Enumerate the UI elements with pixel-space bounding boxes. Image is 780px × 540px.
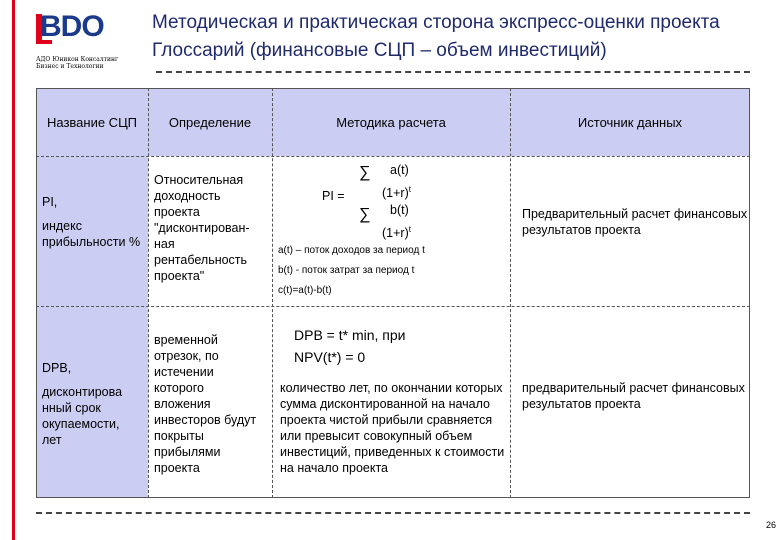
row-dpb-name	[42, 360, 146, 448]
denominator-1: $(1+r)^t$	[382, 185, 411, 201]
row-pi-source: Предварительный расчет финансовых результатов проекта	[522, 207, 748, 237]
denominator-2: $(1+r)^t$	[382, 225, 411, 241]
logo-subtitle: АДО Юникон Консалтинг Бизнес и Технологии	[36, 56, 119, 70]
bdo-logo-mark	[36, 10, 108, 50]
row-dpb-method: количество лет, по окончании которых сумма дисконтированной на начало проекта чистой прибыли сравняется или превысит совокупный объем инвестиций, приведенных к стоимости на начало проекта	[280, 381, 505, 475]
glossary-table	[36, 88, 750, 498]
slide-title: Методическая и практическая сторона экспресс-оценки проекта	[152, 12, 720, 33]
row-dpb-definition: временной отрезок, по истечении которого вложения инвесторов будут покрыты прибылями проекта	[154, 333, 257, 475]
title-divider	[156, 71, 750, 73]
legend-c: c(t)=a(t)-b(t)	[278, 285, 332, 296]
legend-a: a(t) – поток доходов за период t	[278, 245, 425, 256]
row-dpb-abbr: DPB,	[42, 361, 72, 375]
left-accent-bar	[12, 0, 15, 540]
col-header-definition: Определение	[148, 88, 272, 156]
dpb-formula-line2: NPV(t*) = 0	[294, 349, 366, 365]
slide-subtitle: Глоссарий (финансовые СЦП – объем инвестиций)	[152, 40, 607, 61]
row-pi-name	[42, 194, 146, 250]
col-header-name: Название СЦП	[46, 114, 138, 130]
row-pi-definition: Относительная доходность проекта "дисконтирован-ная рентабельность проекта"	[154, 173, 250, 283]
sum-symbol: ∑	[359, 206, 371, 223]
company-logo	[36, 10, 136, 70]
row-dpb-source: предварительный расчет финансовых результатов проекта	[522, 381, 745, 411]
row-dpb-formula	[294, 324, 406, 368]
logo-brand: BDO	[40, 10, 104, 43]
col-header-source: Источник данных	[510, 88, 750, 156]
sum-symbol: ∑	[359, 164, 371, 181]
formula-lhs: PI =	[322, 189, 345, 203]
page-number: 26	[765, 520, 776, 530]
row-dpb-fullname: дисконтирова нный срок окупаемости, лет	[42, 385, 123, 447]
dpb-formula-line1: DPB = t* min, при	[294, 327, 406, 343]
footer-divider	[36, 512, 750, 514]
col-header-method: Методика расчета	[272, 88, 510, 156]
row-pi-abbr: PI,	[42, 195, 58, 209]
row-pi-fullname: индекс прибыльности %	[42, 219, 141, 249]
legend-b: b(t) - поток затрат за период t	[278, 265, 415, 276]
numerator-b: b(t)	[390, 203, 409, 217]
numerator-a: a(t)	[390, 163, 409, 177]
